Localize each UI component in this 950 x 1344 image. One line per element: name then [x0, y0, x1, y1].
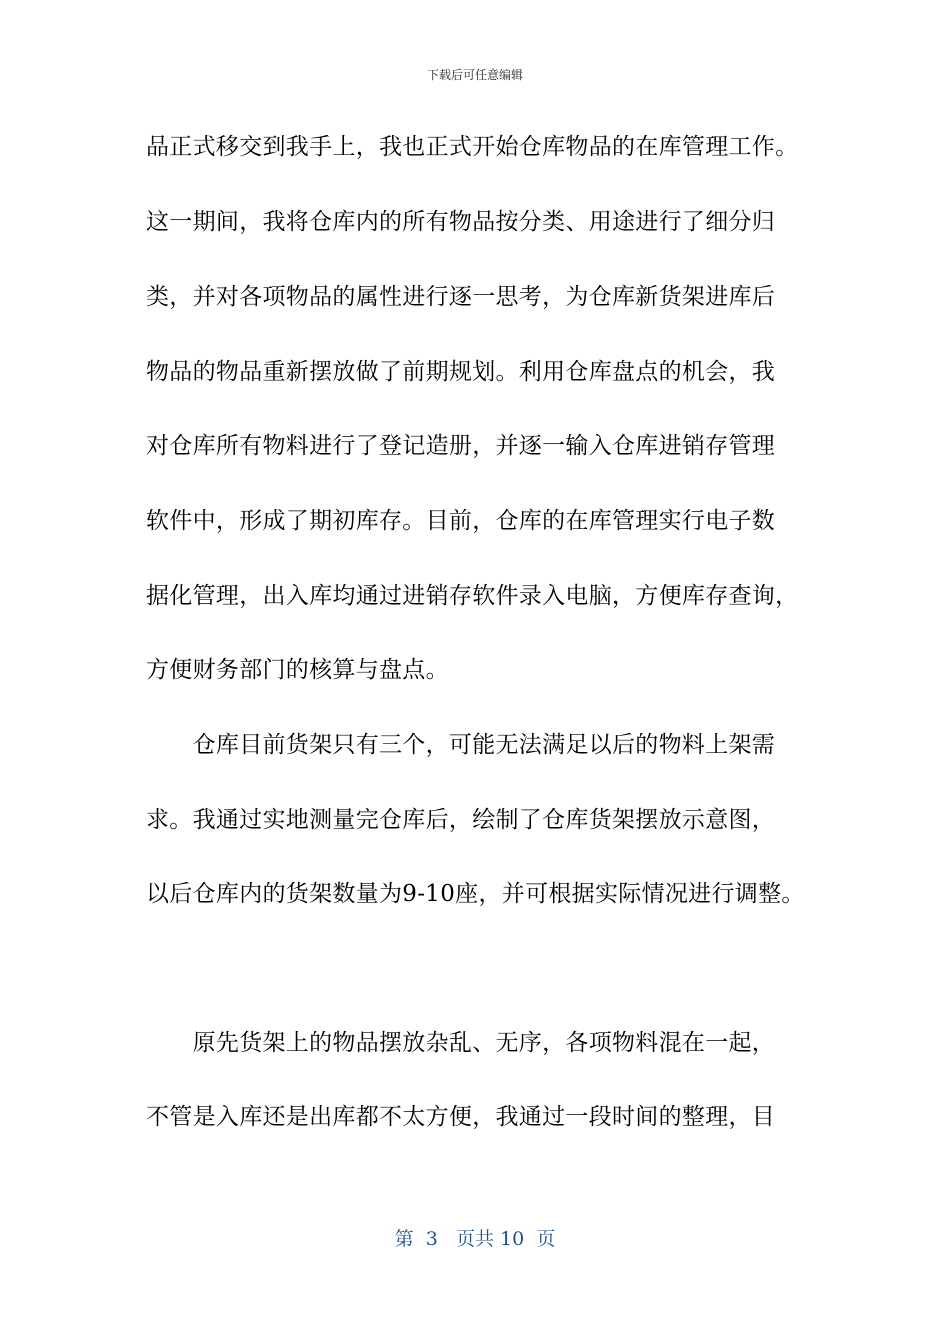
body-line-3: 类，并对各项物品的属性进行逐一思考，为仓库新货架进库后 — [146, 284, 776, 310]
body-line-7: 据化管理，出入库均通过进销存软件录入电脑，方便库存查询， — [146, 583, 799, 609]
body-line-8: 方便财务部门的核算与盘点。 — [146, 657, 449, 683]
page-current-number: 3 — [425, 1228, 438, 1250]
body-line-6: 软件中，形成了期初库存。目前，仓库的在库管理实行电子数 — [146, 508, 776, 534]
body-line-10: 求。我通过实地测量完仓库后，绘制了仓库货架摆放示意图， — [146, 807, 776, 833]
body-line-2: 这一期间，我将仓库内的所有物品按分类、用途进行了细分归 — [146, 209, 776, 235]
body-line-12: 原先货架上的物品摆放杂乱、无序，各项物料混在一起， — [146, 1030, 776, 1056]
body-line-1: 品正式移交到我手上，我也正式开始仓库物品的在库管理工作。 — [146, 134, 799, 160]
page-footer — [0, 1226, 950, 1252]
page-suffix: 页 — [536, 1228, 556, 1250]
body-line-5: 对仓库所有物料进行了登记造册，并逐一输入仓库进销存管理 — [146, 433, 776, 459]
body-line-4: 物品的物品重新摆放做了前期规划。利用仓库盘点的机会，我 — [146, 359, 776, 385]
page-prefix: 第 — [394, 1228, 414, 1250]
page-middle-text: 页共 — [455, 1228, 494, 1250]
page-header: 下载后可任意编辑 — [426, 68, 523, 82]
body-line-11: 以后仓库内的货架数量为9-10座，并可根据实际情况进行调整。 — [146, 881, 805, 907]
body-line-13: 不管是入库还是出库都不太方便，我通过一段时间的整理，目 — [146, 1104, 776, 1130]
body-line-9: 仓库目前货架只有三个，可能无法满足以后的物料上架需 — [146, 732, 776, 758]
page-total-number: 10 — [500, 1228, 525, 1250]
